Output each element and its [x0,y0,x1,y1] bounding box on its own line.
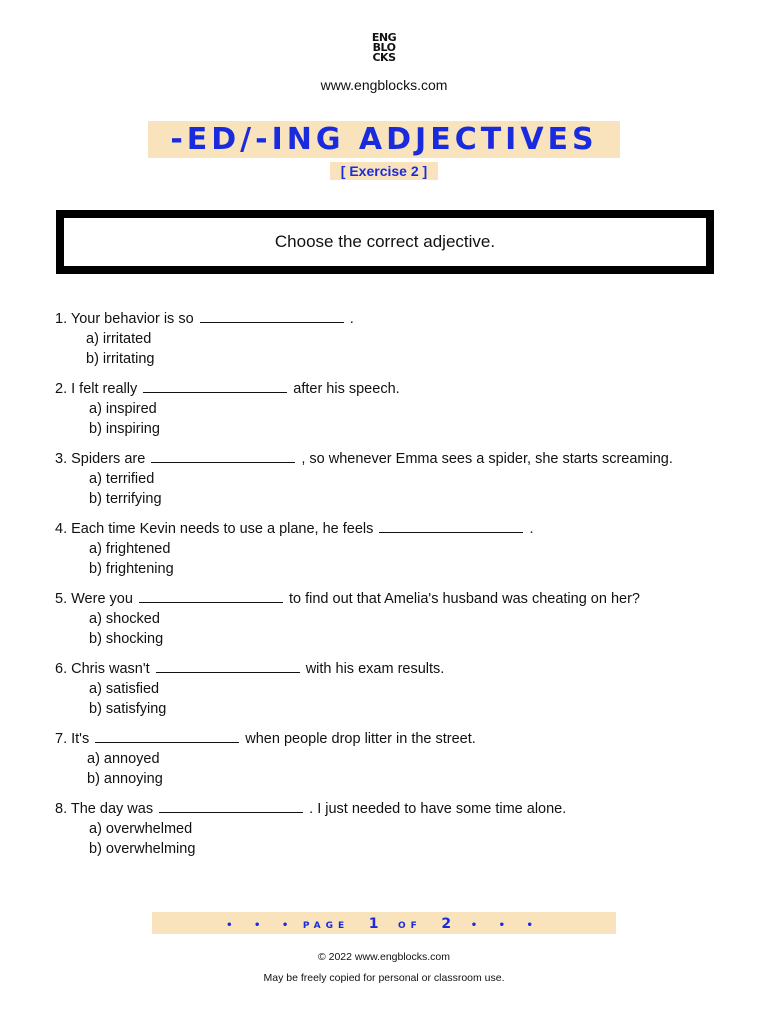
logo-line-1: ENG [371,31,397,44]
logo-line-3: CKS [372,51,396,64]
exercise-subtitle: [ Exercise 2 ] [330,162,438,180]
answer-blank[interactable] [139,588,283,603]
copyright-text: © 2022 www.engblocks.com [317,951,451,963]
question-text-after: , so whenever Emma sees a spider, she starts screaming. [301,451,673,467]
dots-right: • • • [470,920,542,931]
worksheet-title: -ED/-ING ADJECTIVES [148,121,620,158]
option-b[interactable]: b) terrifying [89,491,162,507]
question-prompt [55,798,745,818]
instruction-text: Choose the correct adjective. [274,232,496,251]
question-text-after: when people drop litter in the street. [245,731,476,747]
question-7 [55,728,745,798]
option-b[interactable]: b) irritating [86,351,155,367]
page-total: 2 [441,916,452,932]
option-b[interactable]: b) inspiring [89,421,160,437]
page-label: PAGE [302,921,350,931]
instruction-box [56,210,714,274]
option-a[interactable]: a) irritated [86,331,152,347]
option-b[interactable]: b) shocking [89,631,164,647]
question-text-after: . I just needed to have some time alone. [309,801,567,817]
question-text-before: 4. Each time Kevin needs to use a plane, he feels [55,521,374,537]
answer-blank[interactable] [143,378,287,393]
question-text-before: 1. Your behavior is so [55,311,194,327]
question-text-before: 7. It's [55,731,90,747]
logo-line-2: BLO [372,41,396,54]
question-prompt [55,588,745,608]
question-text-after: . [529,521,534,537]
option-a[interactable]: a) inspired [89,401,157,417]
question-list [55,308,745,868]
question-6 [55,658,745,728]
question-text-after: with his exam results. [305,661,445,677]
question-text-after: to find out that Amelia's husband was cheating on her? [288,591,640,607]
question-prompt [55,728,745,748]
engblocks-logo [368,33,400,63]
of-label: OF [398,921,422,931]
page-current: 1 [368,916,379,932]
question-prompt [55,518,745,538]
answer-blank[interactable] [156,658,300,673]
question-3 [55,448,745,518]
dots-left: • • • [226,920,298,931]
option-a[interactable]: a) overwhelmed [89,821,193,837]
question-prompt [55,308,745,328]
question-text-before: 6. Chris wasn't [55,661,150,677]
question-prompt [55,448,745,468]
option-a[interactable]: a) satisfied [89,681,160,697]
answer-blank[interactable] [379,518,523,533]
option-b[interactable]: b) overwhelming [89,841,196,857]
option-b[interactable]: b) annoying [87,771,163,787]
question-1 [55,308,745,378]
page-indicator [152,912,616,934]
option-b[interactable]: b) satisfying [89,701,167,717]
answer-blank[interactable] [159,798,303,813]
question-text-before: 2. I felt really [55,381,138,397]
question-2 [55,378,745,448]
answer-blank[interactable] [95,728,239,743]
question-text-before: 3. Spiders are [55,451,146,467]
option-a[interactable]: a) frightened [89,541,171,557]
answer-blank[interactable] [200,308,344,323]
answer-blank[interactable] [151,448,295,463]
question-prompt [55,658,745,678]
question-text-after: . [349,311,354,327]
option-a[interactable]: a) terrified [89,471,155,487]
question-8 [55,798,745,868]
question-prompt [55,378,745,398]
question-text-before: 8. The day was [55,801,154,817]
question-text-after: after his speech. [293,381,400,397]
option-b[interactable]: b) frightening [89,561,174,577]
question-text-before: 5. Were you [55,591,133,607]
question-4 [55,518,745,588]
question-5 [55,588,745,658]
option-a[interactable]: a) annoyed [87,751,160,767]
option-a[interactable]: a) shocked [89,611,160,627]
site-url[interactable]: www.engblocks.com [320,77,448,93]
license-text: May be freely copied for personal or classroom use. [263,972,505,984]
